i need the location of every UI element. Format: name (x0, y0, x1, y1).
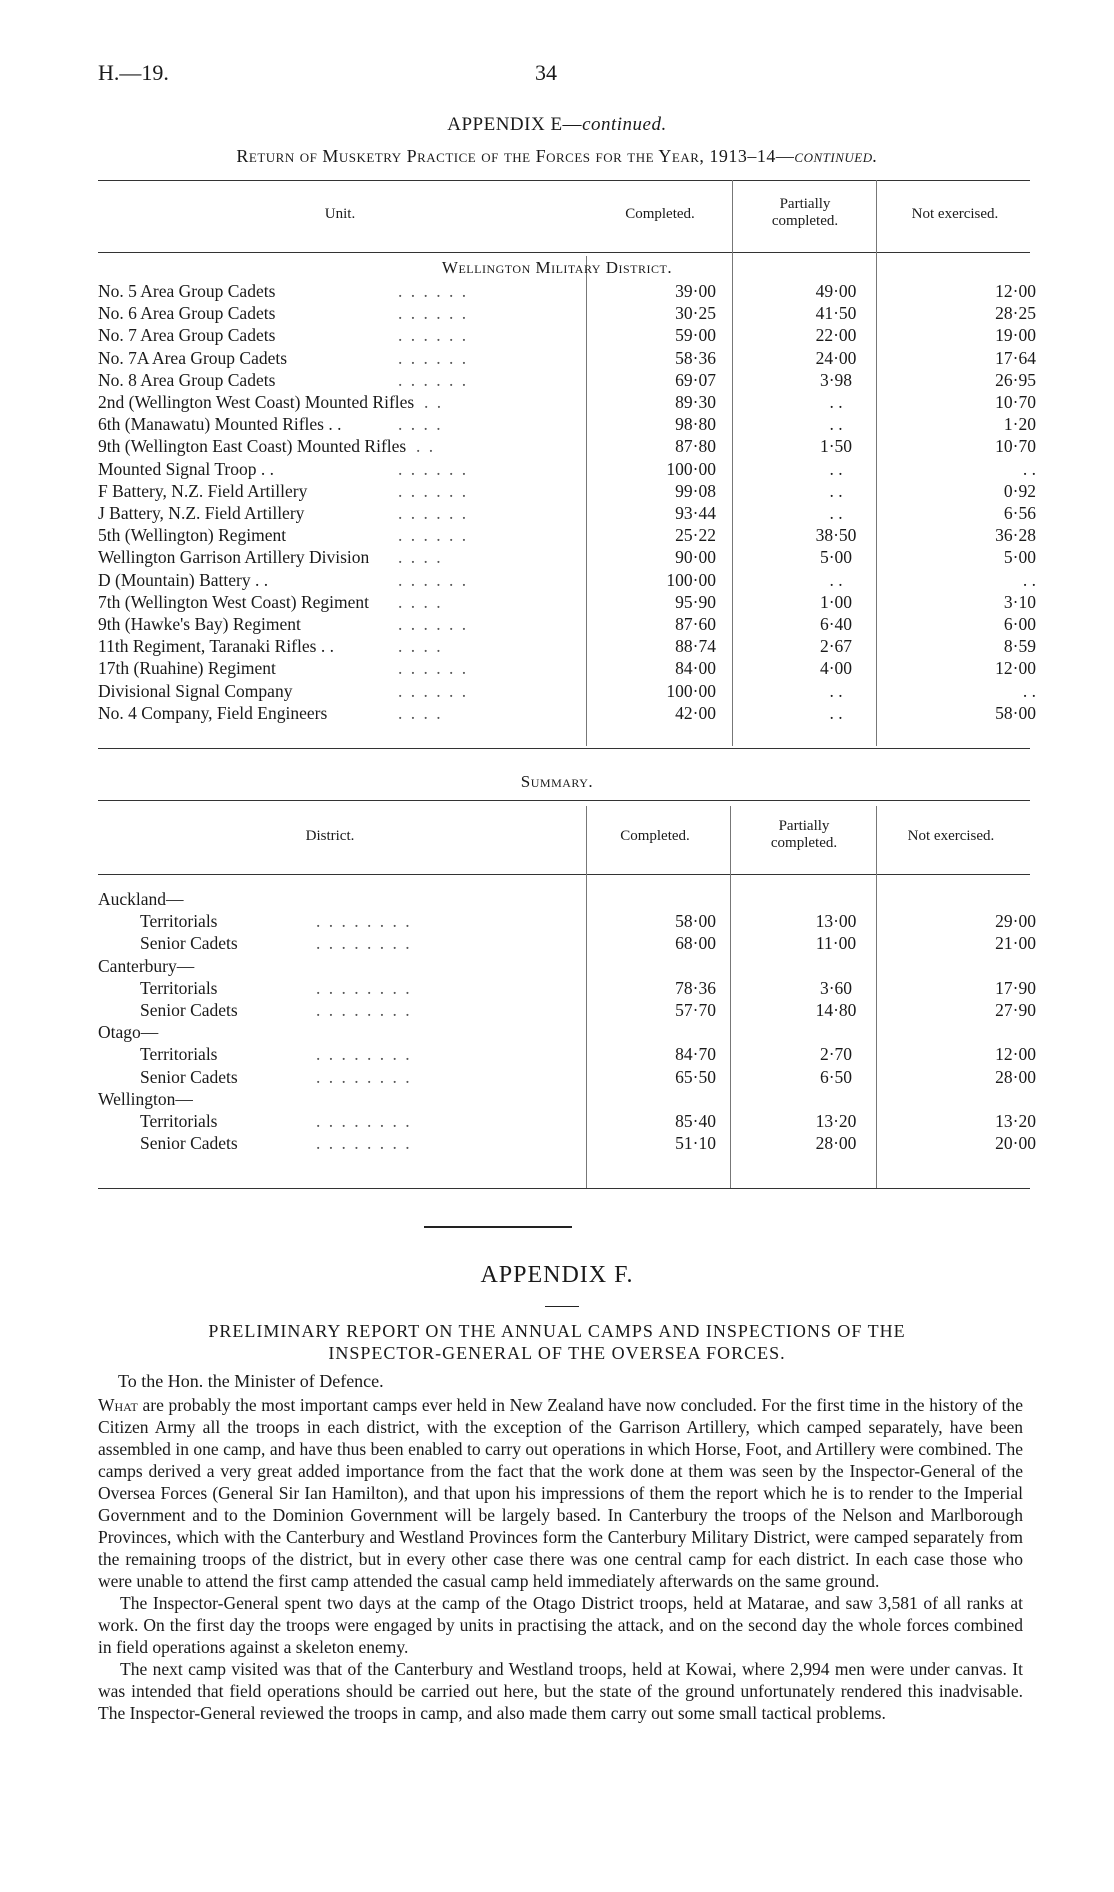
summary-not-exercised-value: 13·20 (995, 1111, 1036, 1131)
summary-row (98, 1088, 1038, 1110)
paragraph-1-lead: What (98, 1395, 138, 1415)
summary-heading: Summary. (520, 772, 594, 791)
salutation: To the Hon. the Minister of Defence. (118, 1371, 384, 1391)
summary-header-rule (98, 874, 1030, 875)
report-title-line-2: INSPECTOR-GENERAL OF THE OVERSEA FORCES. (328, 1343, 786, 1363)
table1-row (98, 702, 1038, 724)
table1-leader-dots: . . . . . . (398, 503, 469, 523)
table1-completed-value: 100·00 (666, 458, 716, 479)
paragraph-2: The Inspector-General spent two days at the camp of the Otago District troops, held at Matarae, and saw 3,581 of all ranks at work. On the first day the troops were engaged by units in practising the attack, and on the second day the whole forces combined in field operations against a skeleton enemy. (98, 1593, 1023, 1657)
table1-label: No. 8 Area Group Cadets (98, 369, 276, 390)
table1-row (98, 302, 1038, 324)
table1-label: D (Mountain) Battery . . (98, 569, 269, 590)
table1-leader-dots: . . (416, 436, 436, 457)
summary-not-exercised-value: 20·00 (995, 1133, 1036, 1154)
table1-top-rule (98, 180, 1030, 181)
summary-leader-dots: . . . . . . . . (316, 933, 412, 954)
table1-partial-value: 1·00 (819, 591, 853, 612)
summary-row (98, 999, 1038, 1021)
table1-not-exercised-value: 10·70 (995, 436, 1036, 457)
table1-partial-value: 3·98 (819, 369, 853, 390)
appendix-e-title-main: APPENDIX E— (447, 114, 583, 135)
table1-completed-value: 89·30 (675, 392, 716, 412)
table1-not-exercised-value: 3·10 (1003, 591, 1036, 612)
table1-leader-dots: . . . . . . (398, 658, 469, 679)
summary-row (98, 910, 1038, 932)
table1-partial-value: 4·00 (819, 658, 853, 679)
table1-row (98, 347, 1038, 369)
report-body (98, 1394, 1023, 1724)
summary-completed-value: 68·00 (675, 933, 716, 954)
table1-leader-dots: . . . . . . (398, 281, 469, 301)
table1-completed-value: 42·00 (675, 702, 716, 723)
table1-completed-value: 90·00 (675, 547, 716, 568)
return-title-italic: continued. (794, 146, 878, 166)
table1-row (98, 502, 1038, 524)
table1-label: Divisional Signal Company (98, 680, 293, 701)
table1-header-unit: Unit. (324, 206, 356, 222)
table1-row (98, 369, 1038, 391)
summary-not-exercised-value: 21·00 (995, 933, 1036, 954)
summary-not-exercised-value: 12·00 (995, 1044, 1036, 1065)
table1-not-exercised-value: . . (1022, 680, 1036, 701)
table1-leader-dots: . . . . . . (398, 525, 469, 546)
page-number: 34 (535, 60, 557, 85)
summary-leader-dots: . . . . . . . . (316, 977, 412, 998)
table1-not-exercised-value: 6·56 (1003, 503, 1036, 523)
summary-label: Auckland— (98, 889, 184, 909)
summary-label: Territorials (140, 911, 218, 932)
summary-completed-value: 65·50 (675, 1066, 716, 1087)
table1-row (98, 524, 1038, 546)
table1-partial-value: . . (829, 503, 843, 523)
table1-partial-value: . . (829, 480, 843, 501)
summary-partial-value: 6·50 (819, 1066, 853, 1087)
table1-partial-value: . . (829, 458, 843, 479)
table1-not-exercised-value: 12·00 (995, 281, 1036, 301)
summary-row (98, 932, 1038, 954)
summary-partial-value: 14·80 (815, 1000, 857, 1020)
table1-row (98, 458, 1038, 480)
table1-completed-value: 93·44 (675, 503, 716, 523)
table1-partial-value: 2·67 (819, 636, 853, 657)
table1-partial-value: 49·00 (815, 281, 857, 301)
report-title (0, 1320, 1114, 1364)
summary-row (98, 955, 1038, 977)
table1-label: F Battery, N.Z. Field Artillery (98, 480, 308, 501)
table1-partial-value: . . (829, 414, 843, 435)
table1-completed-value: 95·90 (675, 591, 716, 612)
table1-not-exercised-value: 8·59 (1003, 636, 1036, 657)
table1-label: No. 7A Area Group Cadets (98, 347, 288, 368)
return-title-main: Return of Musketry Practice of the Forces for the Year, 1913–14— (236, 146, 795, 166)
table1-partial-value: . . (829, 569, 843, 590)
table1-not-exercised-value: 10·70 (995, 392, 1036, 412)
table1-leader-dots: . . . . . . (398, 347, 469, 368)
summary-label: Senior Cadets (140, 1000, 238, 1020)
summary-label: Territorials (140, 1044, 218, 1065)
table1-partial-value: 38·50 (815, 525, 857, 546)
table1-completed-value: 87·60 (675, 614, 716, 634)
table1-label: No. 7 Area Group Cadets (98, 325, 276, 346)
appendix-f-title: APPENDIX F. (480, 1262, 634, 1288)
table1-not-exercised-value: 28·25 (995, 303, 1036, 324)
table1-label: No. 4 Company, Field Engineers (98, 702, 328, 723)
table1-row (98, 591, 1038, 613)
table1-label: 11th Regiment, Taranaki Rifles . . (98, 636, 334, 657)
table1-header-completed: Completed. (625, 206, 695, 222)
table1-partial-value: 1·50 (819, 436, 853, 457)
summary-row (98, 977, 1038, 999)
summary-leader-dots: . . . . . . . . (316, 911, 412, 932)
table1-label: No. 5 Area Group Cadets (98, 281, 276, 301)
table1-row (98, 657, 1038, 679)
table1-partial-value: 22·00 (815, 325, 857, 346)
paragraph-1-text: are probably the most important camps ever held in New Zealand have now concluded. For the first time in the history of the Citizen Army all the troops in each district, with the exception of the Garrison Artillery, which camped separately, have been assembled in one camp, and have thus been enabled to carry out operations in which Horse, Foot, and Artillery were combined. The camps derived a very great added importance from the fact that the work done at them was seen by the Inspector-General of the Oversea Forces (General Sir Ian Hamilton), and that upon his impressions of them the report which he is to render to the Imperial Government and to the Dominion Government will be largely based. In Canterbury the troops of the Nelson and Marlborough Provinces, which with the Canterbury and Westland Provinces form the Canterbury Military District, were camped separately from the remaining troops of the district, but in every other case there was one central camp for each district. In each case those who were unable to attend the first camp attended the casual camp held immediately afterwards on the same ground. (98, 1395, 1023, 1591)
appendix-e-title-italic: continued. (582, 114, 667, 135)
table1-bottom-rule (98, 748, 1030, 749)
table1-leader-dots: . . . . . . (398, 369, 469, 390)
table1-completed-value: 98·80 (675, 414, 716, 435)
summary-row (98, 1043, 1038, 1065)
report-title-line-1: PRELIMINARY REPORT ON THE ANNUAL CAMPS AND INSPECTIONS OF THE (208, 1321, 906, 1341)
table1-not-exercised-value: 58·00 (995, 702, 1036, 723)
table1-completed-value: 100·00 (666, 569, 716, 590)
table1-row (98, 569, 1038, 591)
table1-row (98, 413, 1038, 435)
table1-not-exercised-value: 17·64 (995, 347, 1036, 368)
table1-row (98, 435, 1038, 457)
table1-row (98, 635, 1038, 657)
table1-completed-value: 39·00 (675, 281, 716, 301)
table1-label: 9th (Wellington East Coast) Mounted Rifles (98, 436, 407, 457)
table1-partial-value: 6·40 (819, 614, 853, 634)
summary-completed-value: 57·70 (675, 1000, 716, 1020)
table1-partial-value: . . (829, 392, 843, 412)
summary-top-rule (98, 800, 1030, 801)
document-reference: H.—19. (98, 60, 169, 85)
table1-completed-value: 69·07 (675, 369, 716, 390)
table1-leader-dots: . . . . (398, 414, 443, 435)
table1-completed-value: 99·08 (675, 480, 716, 501)
summary-completed-value: 78·36 (675, 977, 716, 998)
table1-leader-dots: . . . . (398, 591, 443, 612)
summary-row (98, 888, 1038, 910)
summary-header-completed: Completed. (620, 828, 690, 844)
summary-not-exercised-value: 27·90 (995, 1000, 1036, 1020)
table1-not-exercised-value: 26·95 (995, 369, 1036, 390)
summary-leader-dots: . . . . . . . . (316, 1066, 412, 1087)
return-title (0, 146, 1114, 167)
summary-partial-value: 28·00 (815, 1133, 857, 1154)
table1-leader-dots: . . . . . . (398, 303, 469, 324)
table1-row (98, 324, 1038, 346)
summary-completed-value: 58·00 (675, 911, 716, 932)
summary-label: Territorials (140, 977, 218, 998)
summary-partial-value: 3·60 (819, 977, 853, 998)
summary-label: Senior Cadets (140, 933, 238, 954)
summary-partial-value: 11·00 (815, 933, 857, 954)
summary-leader-dots: . . . . . . . . (316, 1133, 412, 1154)
table1-leader-dots: . . . . . . (398, 680, 469, 701)
table1-completed-value: 25·22 (675, 525, 716, 546)
summary-label: Otago— (98, 1022, 159, 1043)
table1-header-rule (98, 252, 1030, 253)
table1-label: 6th (Manawatu) Mounted Rifles . . (98, 414, 342, 435)
table1-not-exercised-value: 36·28 (995, 525, 1036, 546)
table1-partial-value: 24·00 (815, 347, 857, 368)
table1-label: 7th (Wellington West Coast) Regiment (98, 591, 369, 612)
table1-leader-dots: . . . . (398, 636, 443, 657)
summary-partial-value: 13·00 (815, 911, 857, 932)
table1-not-exercised-value: . . (1022, 569, 1036, 590)
table1-partial-value: . . (829, 680, 843, 701)
table1-not-exercised-value: . . (1022, 458, 1036, 479)
table1-leader-dots: . . . . . . (398, 458, 469, 479)
summary-leader-dots: . . . . . . . . (316, 1000, 412, 1020)
summary-header-not: Not exercised. (907, 828, 995, 844)
summary-leader-dots: . . . . . . . . (316, 1111, 412, 1131)
table1-leader-dots: . . . . (398, 547, 443, 568)
appendix-e-title (0, 114, 1114, 136)
summary-row (98, 1021, 1038, 1043)
table1-not-exercised-value: 5·00 (1003, 547, 1036, 568)
table1-completed-value: 88·74 (675, 636, 716, 657)
table1-label: J Battery, N.Z. Field Artillery (98, 503, 305, 523)
table1-row (98, 546, 1038, 568)
table1-header-not: Not exercised. (911, 206, 999, 222)
summary-label: Senior Cadets (140, 1133, 238, 1154)
paragraph-1 (98, 1394, 1023, 1592)
table1-not-exercised-value: 1·20 (1003, 414, 1036, 435)
wellington-district-heading: Wellington Military District. (441, 258, 673, 277)
table1-not-exercised-value: 12·00 (995, 658, 1036, 679)
summary-not-exercised-value: 17·90 (995, 977, 1036, 998)
table1-completed-value: 30·25 (675, 303, 716, 324)
table1-label: 2nd (Wellington West Coast) Mounted Rifles (98, 392, 415, 412)
summary-label: Senior Cadets (140, 1066, 238, 1087)
table1-partial-value: 41·50 (815, 303, 857, 324)
table1-label: 17th (Ruahine) Regiment (98, 658, 276, 679)
table1-leader-dots: . . (424, 392, 444, 412)
title-rule (545, 1306, 579, 1307)
table1-partial-value: . . (829, 702, 843, 723)
table1-completed-value: 58·36 (675, 347, 716, 368)
summary-row (98, 1132, 1038, 1154)
table1-label: Mounted Signal Troop . . (98, 458, 274, 479)
summary-row (98, 1066, 1038, 1088)
summary-header-partial: Partially completed. (770, 818, 838, 851)
summary-label: Territorials (140, 1111, 218, 1131)
table1-leader-dots: . . . . . . (398, 325, 469, 346)
summary-completed-value: 84·70 (675, 1044, 716, 1065)
summary-bottom-rule (98, 1188, 1030, 1189)
table1-partial-value: 5·00 (819, 547, 853, 568)
summary-partial-value: 13·20 (815, 1111, 857, 1131)
table1-row (98, 480, 1038, 502)
table1-not-exercised-value: 0·92 (1003, 480, 1036, 501)
table1-completed-value: 87·80 (675, 436, 716, 457)
summary-leader-dots: . . . . . . . . (316, 1044, 412, 1065)
table1-not-exercised-value: 6·00 (1003, 614, 1036, 634)
summary-completed-value: 85·40 (675, 1111, 716, 1131)
table1-leader-dots: . . . . (398, 702, 443, 723)
summary-label: Canterbury— (98, 955, 195, 976)
summary-label: Wellington— (98, 1088, 193, 1109)
table1-row (98, 613, 1038, 635)
table1-label: 9th (Hawke's Bay) Regiment (98, 614, 301, 634)
paragraph-3: The next camp visited was that of the Canterbury and Westland troops, held at Kowai, where 2,994 men were under canvas. It was intended that field operations should be carried out here, but the state of the ground unfortunately rendered this inadvisable. The Inspector-General reviewed the troops in camp, and also made them carry out some small tactical problems. (98, 1659, 1023, 1723)
table1-not-exercised-value: 19·00 (995, 325, 1036, 346)
table1-row (98, 280, 1038, 302)
table1-label: Wellington Garrison Artillery Division (98, 547, 370, 568)
table1-leader-dots: . . . . . . (398, 480, 469, 501)
table1-leader-dots: . . . . . . (398, 614, 469, 634)
table1-completed-value: 100·00 (666, 680, 716, 701)
table1-row (98, 391, 1038, 413)
table1-completed-value: 59·00 (675, 325, 716, 346)
section-separator (424, 1226, 572, 1228)
summary-row (98, 1110, 1038, 1132)
table1-label: 5th (Wellington) Regiment (98, 525, 287, 546)
table1-completed-value: 84·00 (675, 658, 716, 679)
table1-label: No. 6 Area Group Cadets (98, 303, 276, 324)
table1-leader-dots: . . . . . . (398, 569, 469, 590)
summary-completed-value: 51·10 (675, 1133, 716, 1154)
table1-header-partial: Partially completed. (771, 196, 839, 229)
summary-not-exercised-value: 29·00 (995, 911, 1036, 932)
summary-partial-value: 2·70 (819, 1044, 853, 1065)
summary-header-district: District. (305, 828, 355, 844)
table1-row (98, 680, 1038, 702)
summary-not-exercised-value: 28·00 (995, 1066, 1036, 1087)
